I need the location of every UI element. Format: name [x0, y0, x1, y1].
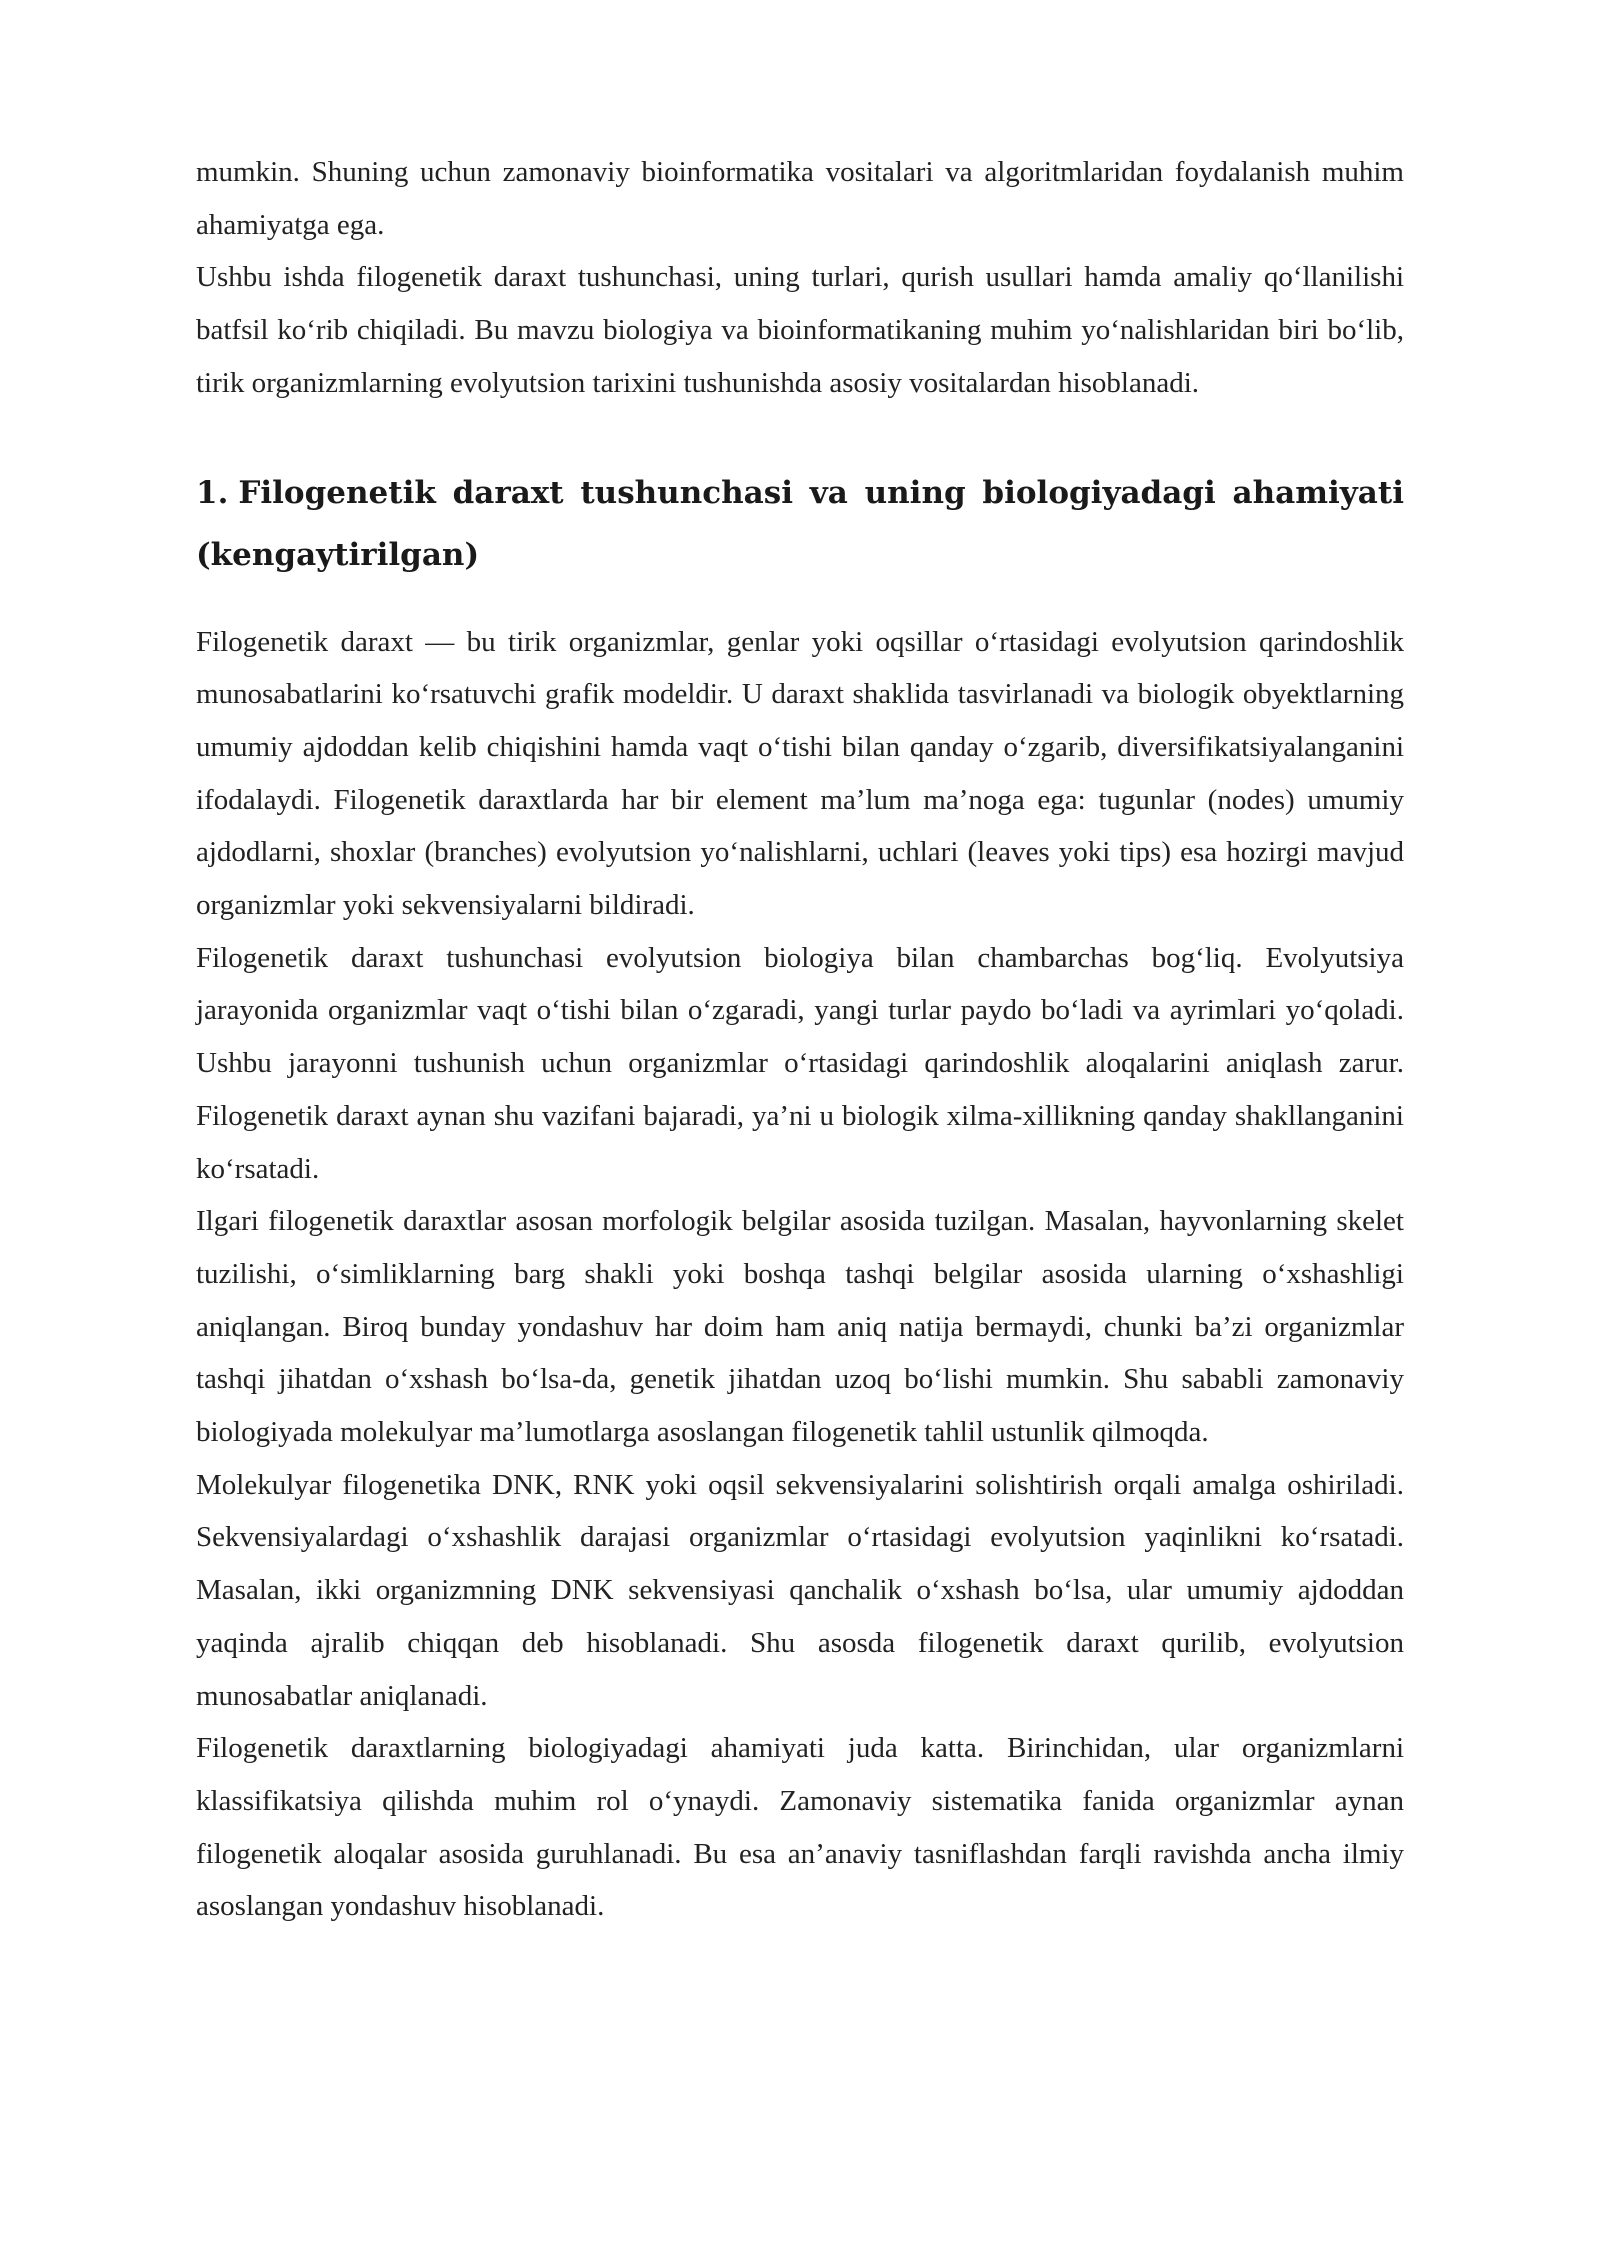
section-heading: [196, 462, 1404, 586]
intro-paragraph-1: mumkin. Shuning uchun zamonaviy bioinformatika vositalari va algoritmlaridan foydalanish muhim ahamiyatga ega.: [196, 156, 1404, 241]
section-paragraph-5: Filogenetik daraxtlarning biologiyadagi ahamiyati juda katta. Birinchidan, ular organizmlarni klassifikatsiya qilishda muhim rol o‘ynaydi. Zamonaviy sistematika fanida organizmlar aynan filogenetik aloqalar asosida guruhlanadi. Bu esa an’anaviy tasniflashdan farqli ravishda ancha ilmiy asoslangan yondashuv hisoblanadi.: [196, 1732, 1404, 1923]
section-paragraph-2: Filogenetik daraxt tushunchasi evolyutsion biologiya bilan chambarchas bog‘liq. Evolyutsiya jarayonida organizmlar vaqt o‘tishi bilan o‘zgaradi, yangi turlar paydo bo‘ladi va ayrimlari yo‘qoladi. Ushbu jarayonni tushunish uchun organizmlar o‘rtasidagi qarindoshlik aloqalarini aniqlash zarur. Filogenetik daraxt aynan shu vazifani bajaradi, ya’ni u biologik xilma-xillikning qanday shakllanganini ko‘rsatadi.: [196, 941, 1404, 1185]
section-number: 1.: [196, 474, 229, 511]
intro-paragraph-2: Ushbu ishda filogenetik daraxt tushunchasi, uning turlari, qurish usullari hamda amaliy qo‘llanilishi batfsil ko‘rib chiqiladi. Bu mavzu biologiya va bioinformatikaning muhim yo‘nalishlaridan biri bo‘lib, tirik organizmlarning evolyutsion tarixini tushunishda asosiy vositalardan hisoblanadi.: [196, 261, 1404, 399]
section-paragraph-4: Molekulyar filogenetika DNK, RNK yoki oqsil sekvensiyalarini solishtirish orqali amalga oshiriladi. Sekvensiyalardagi o‘xshashlik darajasi organizmlar o‘rtasidagi evolyutsion yaqinlikni ko‘rsatadi. Masalan, ikki organizmning DNK sekvensiyasi qanchalik o‘xshash bo‘lsa, ular umumiy ajdoddan yaqinda ajralib chiqqan deb hisoblanadi. Shu asosda filogenetik daraxt qurilib, evolyutsion munosabatlar aniqlanadi.: [196, 1468, 1404, 1712]
section-title: Filogenetik daraxt tushunchasi va uning biologiyadagi ahamiyati (kengaytirilgan): [196, 474, 1404, 573]
section-paragraph-3: Ilgari filogenetik daraxtlar asosan morfologik belgilar asosida tuzilgan. Masalan, hayvonlarning skelet tuzilishi, o‘simliklarning barg shakli yoki boshqa tashqi belgilar asosida ularning o‘xshashligi aniqlangan. Biroq bunday yondashuv har doim ham aniq natija bermaydi, chunki ba’zi organizmlar tashqi jihatdan o‘xshash bo‘lsa-da, genetik jihatdan uzoq bo‘lishi mumkin. Shu sababli zamonaviy biologiyada molekulyar ma’lumotlarga asoslangan filogenetik tahlil ustunlik qilmoqda.: [196, 1205, 1404, 1449]
document-page: [196, 146, 1404, 1933]
section-paragraph-1: Filogenetik daraxt — bu tirik organizmlar, genlar yoki oqsillar o‘rtasidagi evolyutsion qarindoshlik munosabatlarini ko‘rsatuvchi grafik modeldir. U daraxt shaklida tasvirlanadi va biologik obyektlarning umumiy ajdoddan kelib chiqishini hamda vaqt o‘tishi bilan qanday o‘zgarib, diversifikatsiyalanganini ifodalaydi. Filogenetik daraxtlarda har bir element ma’lum ma’noga ega: tugunlar (nodes) umumiy ajdodlarni, shoxlar (branches) evolyutsion yo‘nalishlarni, uchlari (leaves yoki tips) esa hozirgi mavjud organizmlar yoki sekvensiyalarni bildiradi.: [196, 625, 1404, 922]
